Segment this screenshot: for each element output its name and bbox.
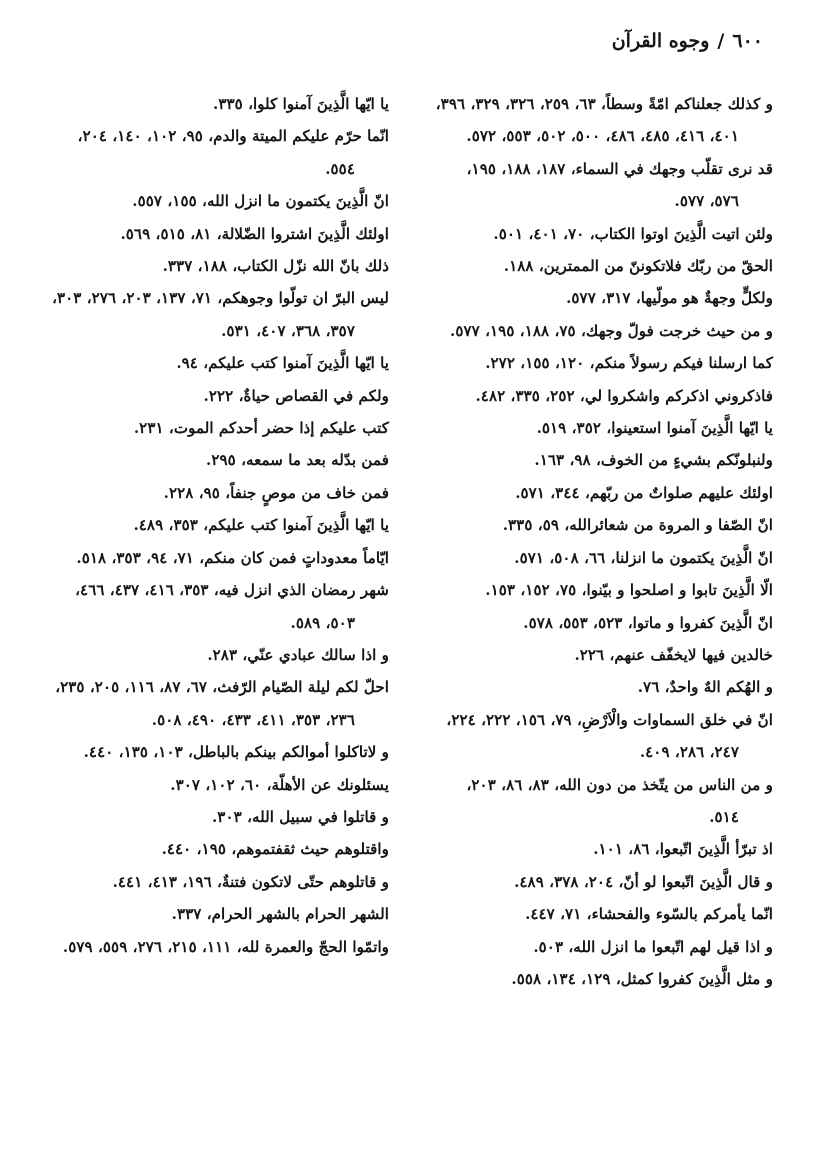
index-entry: و من الناس من يتّخذ من دون الله، ٨٣، ٨٦، ٢٠٣، ٥١٤. <box>466 775 773 826</box>
index-entry: انّما يأمركم بالسّوء والفحشاء، ٧١، ٤٤٧. <box>525 905 773 924</box>
index-entry: الّا الَّذِينَ تابوا و اصلحوا و بيّنوا، ٧٥، ١٥٢، ١٥٣. <box>485 581 773 600</box>
index-entry: انّ في خلق السماوات والْاَرْضِ، ٧٩، ١٥٦، ٢٢٢، ٢٢٤، ٢٤٧، ٢٨٦، ٤٠٩. <box>446 710 773 762</box>
index-entry: و اذا قيل لهم اتّبعوا ما انزل الله، ٥٠٣. <box>533 937 773 956</box>
index-entry: كتب عليكم إذا حضر أحدكم الموت، ٢٣١. <box>133 419 389 438</box>
index-entry: و قال الَّذِينَ اتّبعوا لو أنّ، ٢٠٤، ٣٧٨، ٤٨٩. <box>514 872 773 891</box>
index-entry: اذ تبرّأ الَّذِينَ اتّبعوا، ٨٦، ١٠١. <box>593 840 773 859</box>
index-entry: ولكم في القصاص حياةٌ، ٢٢٢. <box>203 386 389 405</box>
index-entry: كما ارسلنا فيكم رسولاً منكم، ١٢٠، ١٥٥، ٢٧٢. <box>485 354 773 373</box>
index-entry: انّ الَّذِينَ كفروا و ماتوا، ٥٢٣، ٥٥٣، ٥٧٨. <box>523 613 773 632</box>
index-entry: انّ الَّذِينَ يكتمون ما انزل الله، ١٥٥، ٥٥٧. <box>132 192 389 211</box>
index-entry: ذلك بانّ الله نزّل الكتاب، ١٨٨، ٣٣٧. <box>162 257 389 276</box>
index-entry: اولئك عليهم صلواتٌ من ربّهم، ٣٤٤، ٥٧١. <box>515 483 773 502</box>
index-entry: اولئك الَّذِينَ اشتروا الضّلالة، ٨١، ٥١٥، ٥٦٩. <box>120 224 389 243</box>
index-entry: الحقّ من ربّك فلاتكوننّ من الممترين، ١٨٨. <box>503 257 773 276</box>
index-entry: و لاتاكلوا أموالكم بينكم بالباطل، ١٠٣، ١٣٥، ٤٤٠. <box>83 743 389 762</box>
index-entry: شهر رمضان الذي انزل فيه، ٣٥٣، ٤١٦، ٤٣٧، ٤٦٦، ٥٠٣، ٥٨٩. <box>75 581 389 632</box>
index-column-left <box>49 88 389 963</box>
index-entry: و مثل الَّذِينَ كفروا كمثل، ١٢٩، ١٣٤، ٥٥٨. <box>511 969 773 988</box>
index-entry: و قاتلوهم حتّى لاتكون فتنةٌ، ١٩٦، ٤١٣، ٤٤١. <box>112 872 389 891</box>
index-entry: احلّ لكم ليلة الصّيام الرّفث، ٦٧، ٨٧، ١١٦، ٢٠٥، ٢٣٥، ٢٣٦، ٣٥٣، ٤١١، ٤٣٣، ٤٩٠، ٥٠٨. <box>55 678 389 729</box>
index-entry: انّما حرّم عليكم الميتة والدم، ٩٥، ١٠٢، ١٤٠، ٢٠٤، ٥٥٤. <box>77 127 389 178</box>
index-entry: فمن بدّله بعد ما سمعه، ٢٩٥. <box>206 451 389 470</box>
index-entry: و قاتلوا في سبيل الله، ٣٠٣. <box>212 807 389 826</box>
index-entry: يا ايّها الَّذِينَ آمنوا استعينوا، ٣٥٢، ٥١٩. <box>536 419 773 438</box>
index-entry: يا ايّها الَّذِينَ آمنوا كتب عليكم، ٩٤. <box>176 354 389 373</box>
index-entry: و الهُكم الهٌ واحدٌ، ٧٦. <box>637 678 773 697</box>
index-entry: الشهر الحرام بالشهر الحرام، ٣٣٧. <box>171 905 389 924</box>
index-entry: انّ الَّذِينَ يكتمون ما انزلنا، ٦٦، ٥٠٨، ٥٧١. <box>514 548 773 567</box>
index-entry: ليس البرّ ان تولّوا وجوهكم، ٧١، ١٣٧، ٢٠٣، ٢٧٦، ٣٠٣، ٣٥٧، ٣٦٨، ٤٠٧، ٥٣١. <box>52 289 389 340</box>
index-entry: فمن خاف من موصٍ جنفاً، ٩٥، ٢٢٨. <box>163 483 389 502</box>
index-entry: يا ايّها الَّذِينَ آمنوا كلوا، ٣٣٥. <box>213 95 389 113</box>
index-entry: يسئلونك عن الأهلّة، ٦٠، ١٠٢، ٣٠٧. <box>170 775 389 794</box>
index-entry: قد نرى تقلّب وجهك في السماء، ١٨٧، ١٨٨، ١٩٥، ٥٧٦، ٥٧٧. <box>466 159 773 211</box>
index-entry: ولئن اتيت الَّذِينَ اوتوا الكتاب، ٧٠، ٤٠١، ٥٠١. <box>493 224 773 243</box>
index-entry: واتمّوا الحجّ والعمرة لله، ١١١، ٢١٥، ٢٧٦، ٥٥٩، ٥٧٩. <box>62 937 389 956</box>
index-entry: فاذكروني اذكركم واشكروا لي، ٢٥٢، ٣٣٥، ٤٨٢. <box>475 386 773 405</box>
index-entry: ولكلٍّ وجهةٌ هو مولّيها، ٣١٧، ٥٧٧. <box>566 289 773 308</box>
index-entry: و كذلك جعلناكم امّةً وسطاً، ٦٣، ٢٥٩، ٣٢٦، ٣٢٩، ٣٩٦، ٤٠١، ٤١٦، ٤٨٥، ٤٨٦، ٥٠٠، ٥٠٢، ٥٥٣، ٥٧٢. <box>435 95 773 146</box>
index-column-right <box>433 88 773 995</box>
book-title: وجوه القرآن <box>611 30 710 52</box>
index-entry: انّ الصّفا و المروة من شعائرالله، ٥٩، ٣٣٥. <box>502 516 773 535</box>
index-entry: ولنبلونّكم بشيءٍ من الخوف، ٩٨، ١٦٣. <box>534 451 773 470</box>
index-entry: و اذا سالك عبادي عنّي، ٢٨٣. <box>207 645 389 664</box>
index-entry: ايّاماً معدوداتٍ فمن كان منكم، ٧١، ٩٤، ٣٥٣، ٥١٨. <box>76 548 389 567</box>
header-separator: / <box>717 30 725 52</box>
page-number: ٦٠٠ <box>732 30 763 52</box>
index-entry: يا ايّها الَّذِينَ آمنوا كتب عليكم، ٣٥٣، ٤٨٩. <box>133 516 389 535</box>
page-header <box>612 30 763 52</box>
index-entry: واقتلوهم حيث ثقفتموهم، ١٩٥، ٤٤٠. <box>161 840 389 859</box>
index-entry: و من حيث خرجت فولّ وجهك، ٧٥، ١٨٨، ١٩٥، ٥٧٧. <box>450 321 773 340</box>
index-entry: خالدين فيها لايخفّف عنهم، ٢٢٦. <box>574 645 773 664</box>
